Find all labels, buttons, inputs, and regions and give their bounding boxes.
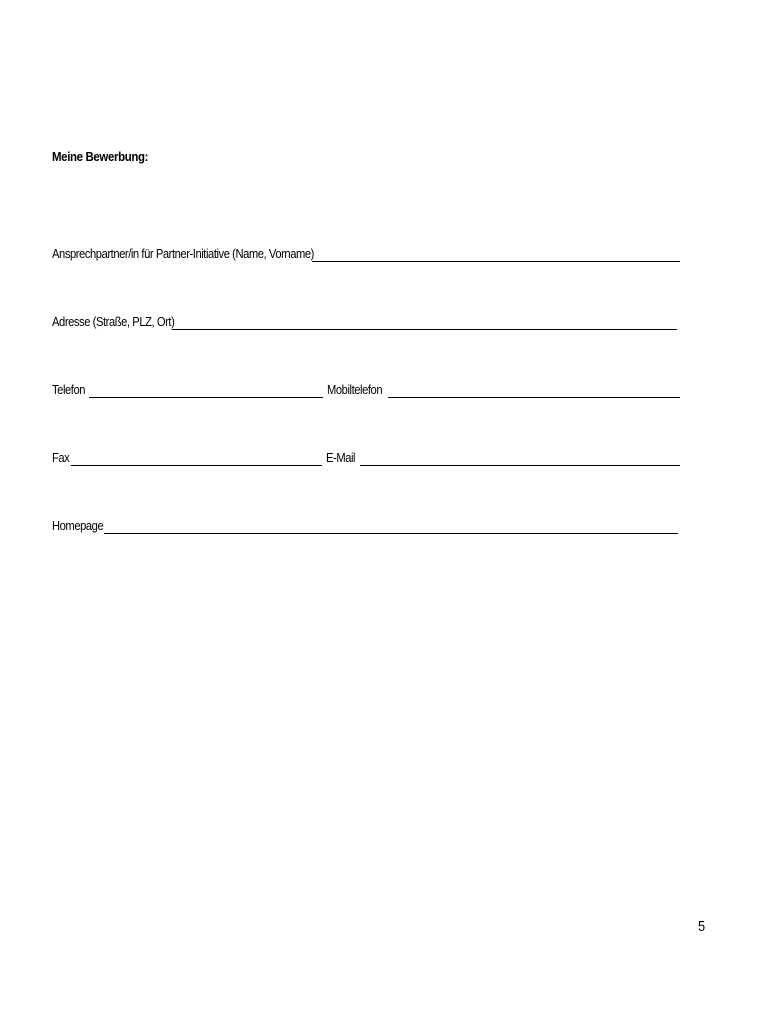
fax-field[interactable] — [71, 447, 322, 466]
homepage-row — [52, 512, 678, 534]
phone-field[interactable] — [89, 379, 323, 398]
address-field[interactable] — [172, 311, 677, 330]
fax-row — [52, 444, 680, 466]
email-field[interactable] — [360, 447, 680, 466]
page-number: 5 — [698, 918, 706, 935]
mobile-label: Mobiltelefon — [327, 382, 383, 397]
fax-label: Fax — [52, 450, 70, 465]
email-label: E-Mail — [326, 450, 356, 465]
contact-person-label: Ansprechpartner/in für Partner-Initiative (Name, Vorname) — [52, 246, 314, 261]
contact-person-row — [52, 240, 680, 262]
address-label: Adresse (Straße, PLZ, Ort) — [52, 314, 175, 329]
address-row — [52, 308, 677, 330]
homepage-field[interactable] — [104, 515, 678, 534]
contact-person-field[interactable] — [312, 243, 680, 262]
mobile-field[interactable] — [388, 379, 680, 398]
homepage-label: Homepage — [52, 518, 104, 533]
phone-row — [52, 376, 680, 398]
section-heading: Meine Bewerbung: — [52, 149, 149, 164]
phone-label: Telefon — [52, 382, 86, 397]
